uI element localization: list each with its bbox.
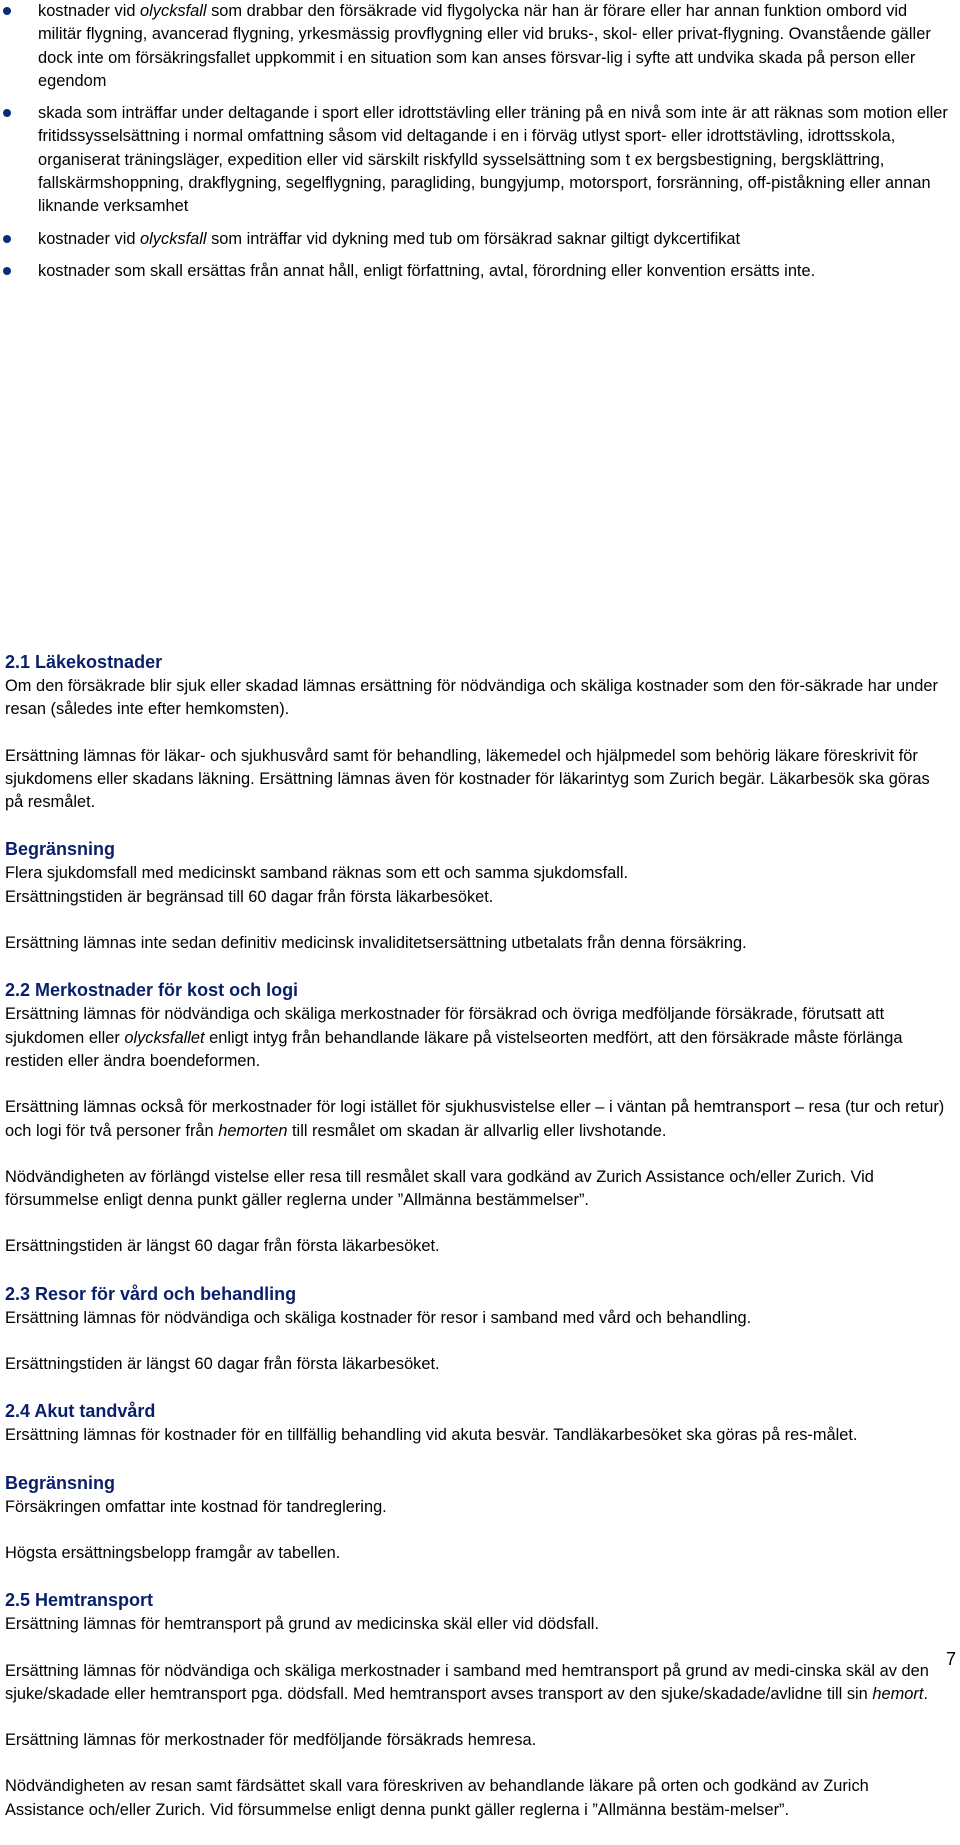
paragraph: Nödvändigheten av förlängd vistelse eller resa till resmålet skall vara godkänd av Zurich Assistance och/eller Zurich. Vid försummelse enligt denna punkt gäller reglerna under ”Allmänna bestämmelser”. bbox=[5, 1167, 874, 1210]
paragraph: Nödvändigheten av resan samt färdsättet skall vara föreskriven av behandlande läkare på orten och godkänd av Zurich Assistance och/eller Zurich. Vid försummelse enligt denna punkt gäller reglerna i ”Allmänna bestäm-melser”. bbox=[5, 1777, 869, 1819]
paragraph: Ersättning lämnas för hemtransport på grund av medicinska skäl eller vid dödsfall. bbox=[5, 1615, 599, 1634]
section-heading-2-5: 2.5 Hemtransport bbox=[5, 1590, 154, 1611]
section-heading-2-3: 2.3 Resor för vård och behandling bbox=[5, 1283, 297, 1304]
paragraph: Ersättningstiden är begränsad till 60 dagar från första läkarbesöket. bbox=[5, 887, 494, 906]
exclusion-bullet-list bbox=[0, 0, 950, 292]
bullet-item: kostnader vid olycksfall som drabbar den försäkrade vid flygolycka när han är förare eller har annan funktion ombord vid militär flygning, avancerad flygning, yrkesmässig provflygning eller vid bruks-, skol- eller privat-flygning. Ovanstående gäller dock inte om försäkringsfallet uppkommit i en situation som kan anses försvar-lig i syfte att undvika skada på person eller egendom bbox=[0, 0, 950, 93]
bullet-item: skada som inträffar under deltagande i sport eller idrottstävling eller träning på en nivå som inte är att räknas som motion eller fritidssysselsättning i normal omfattning såsom vid deltagande i en i förväg utlyst sport- eller idrottstävling, idrottsskola, organiserat träningsläger, expedition eller vid särskilt riskfylld sysselsättning som t ex bergsbestigning, bergsklättring, fallskärmshoppning, drakflygning, segelflygning, paragliding, bungyjump, motorsport, forsränning, off-piståkning eller annan liknande verksamhet bbox=[0, 102, 950, 218]
paragraph: Ersättning lämnas för nödvändiga och skäliga kostnader för resor i samband med vård och behandling. bbox=[5, 1308, 752, 1327]
paragraph: Ersättning lämnas för nödvändiga och skäliga merkostnader i samband med hemtransport på grund av medi-cinska skäl av den sjuke/skadade eller hemtransport pga. dödsfall. Med hemtransport avses transport av den sjuke/skadade/avlidne till sin hemort. bbox=[5, 1661, 929, 1703]
paragraph: Högsta ersättningsbelopp framgår av tabellen. bbox=[5, 1543, 341, 1562]
paragraph: Ersättning lämnas för läkar- och sjukhusvård samt för behandling, läkemedel och hjälpmedel som behörig läkare föreskrivit för sjukdomens eller skadans läkning. Ersättning lämnas även för kostnader för läkarintyg som Zurich begär. Läkarbesök ska göras på resmålet. bbox=[5, 746, 930, 812]
paragraph: Försäkringen omfattar inte kostnad för tandreglering. bbox=[5, 1497, 387, 1516]
paragraph: Ersättning lämnas för nödvändiga och skäliga merkostnader för försäkrad och övriga medföljande försäkrade, förutsatt att sjukdomen eller olycksfallet enligt intyg från behandlande läkare på vistelseorten medfört, att den försäkrade måste förlänga restiden eller ändra boendeformen. bbox=[5, 1005, 903, 1070]
bullet-item: kostnader som skall ersättas från annat håll, enligt författning, avtal, förordning eller konvention ersätts inte. bbox=[0, 260, 950, 283]
document-body bbox=[5, 650, 950, 1845]
page-number: 7 bbox=[945, 1649, 956, 1669]
paragraph: Flera sjukdomsfall med medicinskt samband räknas som ett och samma sjukdomsfall. bbox=[5, 864, 629, 883]
paragraph: Om den försäkrade blir sjuk eller skadad lämnas ersättning för nödvändiga och skäliga kostnader som den för-säkrade har under resan (således inte efter hemkomsten). bbox=[5, 677, 938, 719]
section-heading-2-2: 2.2 Merkostnader för kost och logi bbox=[5, 980, 299, 1001]
paragraph: Ersättningstiden är längst 60 dagar från första läkarbesöket. bbox=[5, 1355, 440, 1374]
paragraph: Ersättningstiden är längst 60 dagar från första läkarbesöket. bbox=[5, 1237, 440, 1256]
section-heading-2-4: 2.4 Akut tandvård bbox=[5, 1401, 156, 1422]
paragraph: Ersättning lämnas för merkostnader för medföljande försäkrads hemresa. bbox=[5, 1731, 537, 1750]
limitation-heading: Begränsning bbox=[5, 1472, 116, 1493]
paragraph: Ersättning lämnas för kostnader för en tillfällig behandling vid akuta besvär. Tandläkarbesöket ska göras på res-målet. bbox=[5, 1426, 858, 1445]
limitation-heading: Begränsning bbox=[5, 839, 116, 860]
paragraph: Ersättning lämnas också för merkostnader för logi istället för sjukhusvistelse eller – i väntan på hemtransport – resa (tur och retur) och logi för två personer från hemorten till resmålet om skadan är allvarlig eller livshotande. bbox=[5, 1098, 945, 1140]
section-heading-2-1: 2.1 Läkekostnader bbox=[5, 652, 163, 672]
bullet-item: kostnader vid olycksfall som inträffar vid dykning med tub om försäkrad saknar giltigt dykcertifikat bbox=[0, 228, 950, 251]
paragraph: Ersättning lämnas inte sedan definitiv medicinsk invaliditetsersättning utbetalats från denna försäkring. bbox=[5, 934, 747, 953]
